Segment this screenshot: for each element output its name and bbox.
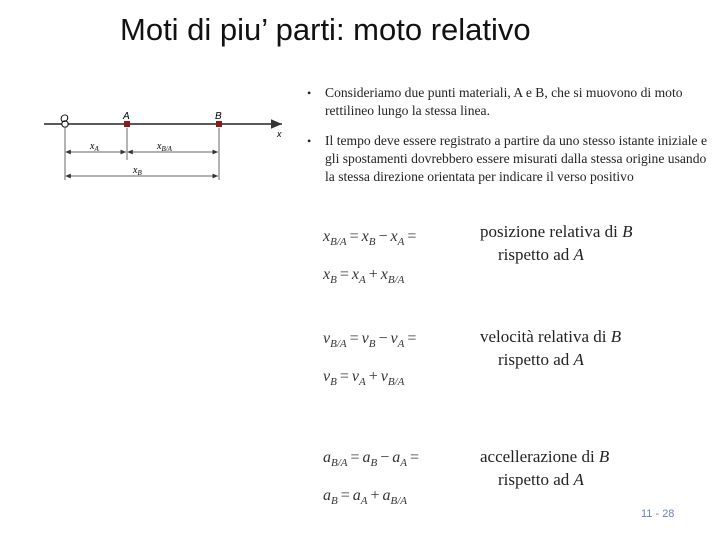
relative-position-equation: $x_{B/A} = x_B - x_A$ = xyxy=(323,228,417,248)
bullet-text: Il tempo deve essere registrato a partire da uno stesso istante iniziale e gli spostamenti dovrebbero essere misurati dalla stessa origine usando la stessa direzione orientata per indicare il verso positivo xyxy=(325,133,707,184)
relative-position-diagram xyxy=(40,104,290,186)
bullet-dot: • xyxy=(307,134,312,148)
bullet-item xyxy=(307,132,719,186)
position-label: posizione relativa di B rispetto ad A xyxy=(480,222,633,264)
absolute-acceleration-equation: $a_B = a_A + a_{B/A}$ xyxy=(323,487,408,507)
axis-label: x xyxy=(277,129,282,139)
acceleration-label: accellerazione di B rispetto ad A xyxy=(480,447,610,489)
velocity-label: velocità relativa di B rispetto ad A xyxy=(480,327,622,369)
dim-xa-label: $x_A$ xyxy=(90,141,99,153)
relative-velocity-equation: $v_{B/A} = v_B - v_A$ = xyxy=(323,330,417,350)
absolute-position-equation: $x_B = x_A + x_{B/A}$ xyxy=(323,266,405,286)
absolute-velocity-equation: $v_B = v_A + v_{B/A}$ xyxy=(323,368,405,388)
slide-title: Moti di piu’ parti: moto relativo xyxy=(120,12,531,47)
bullet-list xyxy=(307,84,719,198)
bullet-text: Consideriamo due punti materiali, A e B, che si muovono di moto rettilineo lungo la stessa linea. xyxy=(325,85,683,118)
page-number: 11 - 28 xyxy=(641,508,675,520)
bullet-item xyxy=(307,84,719,120)
relative-acceleration-equation: $a_{B/A} = a_B - a_A$ = xyxy=(323,449,420,469)
bullet-dot: • xyxy=(307,86,312,100)
point-b-label: B xyxy=(215,111,222,122)
point-a-label: A xyxy=(123,111,130,122)
dim-xba-label: $x_{B/A}$ xyxy=(157,141,172,153)
origin-label: O xyxy=(60,113,69,125)
dim-xb-label: $x_B$ xyxy=(133,165,142,177)
